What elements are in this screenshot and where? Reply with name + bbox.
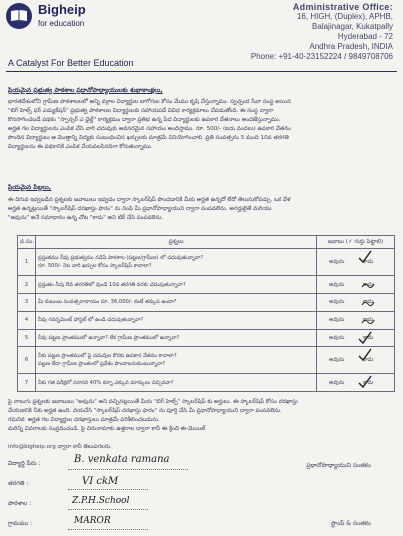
answer-yes[interactable]: అవును bbox=[329, 317, 345, 324]
answer-yes[interactable]: అవును bbox=[329, 334, 345, 341]
scribble-mark-icon bbox=[361, 300, 375, 307]
tick-mark-icon bbox=[357, 375, 372, 390]
stamp-signature-label: స్టాంప్ & సంతకం bbox=[330, 520, 371, 527]
answer-no[interactable]: కాదు bbox=[363, 357, 374, 364]
section-title: ప్రియమైన పిల్లలు, bbox=[8, 184, 52, 191]
row-number: 5 bbox=[18, 329, 36, 347]
answer-no[interactable]: కాదు bbox=[363, 334, 374, 341]
answer-cell[interactable] bbox=[317, 249, 395, 276]
student-name-label: విద్యార్థి పేరు : bbox=[8, 460, 41, 467]
eligibility-table bbox=[17, 235, 395, 392]
question-cell bbox=[36, 347, 317, 374]
tick-mark-icon bbox=[357, 348, 372, 363]
answer-cell[interactable] bbox=[317, 293, 395, 311]
answer-yes[interactable]: అవును bbox=[329, 299, 345, 306]
question-text: పట్టణ లేదా గ్రామీణ ప్రాంతంలో ప్రవేశం పొందాలనుకుంటున్నావా? bbox=[38, 361, 166, 368]
office-line: 16, HIGH, (Duplex), APHB, bbox=[296, 12, 393, 21]
student-name-line bbox=[68, 469, 188, 470]
answer-no[interactable]: కాదు bbox=[363, 379, 374, 386]
answer-no[interactable]: కాదు bbox=[363, 299, 374, 306]
table-row bbox=[18, 347, 395, 374]
book-icon bbox=[6, 3, 32, 29]
class-label: తరగతి : bbox=[8, 480, 29, 487]
question-text: మీ కుటుంబ సంవత్సరాదాయం రూ. 36,000/- కంటే తక్కువ ఉందా? bbox=[38, 299, 177, 306]
class-value[interactable]: VI ckM bbox=[82, 476, 119, 487]
paragraph-line: పొందిన విద్యార్థులు ఆ మొత్తాన్ని విద్యకు సంబంధించిన ఖర్చులకు మాత్రమే వినియోగించాలి. ప్రతి సంవత్సరం 5 మంది 10వ తరగతి bbox=[8, 135, 289, 141]
salutation: ప్రియమైన ప్రభుత్వ పాఠశాల ప్రధానోపాధ్యాయులకు శుభాకాంక్షలు, bbox=[8, 87, 163, 94]
table-row bbox=[18, 311, 395, 329]
tagline: A Catalyst For Better Education bbox=[8, 58, 134, 68]
class-line bbox=[68, 489, 148, 490]
brand-name: Bigheip bbox=[38, 2, 86, 17]
paragraph-line: పై నాలుగు ప్రశ్నలకు జవాబులు "అవును" అని వచ్చినట్లయితే మీరు "బిగ్ హెల్ప్" స్కాలర్‌షిప్ కు అర్హులు. ఈ స్కాలర్‌షిప్ కోసం దరఖాస్తు bbox=[8, 399, 298, 405]
village-value[interactable]: MAROR bbox=[74, 516, 111, 526]
village-line bbox=[68, 529, 148, 530]
scribble-mark-icon bbox=[361, 282, 375, 289]
table-row bbox=[18, 293, 395, 311]
office-line: Balajinagar, Kukatpally bbox=[312, 22, 393, 31]
paragraph-line: మరిన్ని వివరాలకు సంప్రదించండి. పై చిరునామాకు ఉత్తరాల ద్వారా కానీ ఈ క్రింది ఈ-మెయిల్ bbox=[8, 426, 206, 432]
row-number: 2 bbox=[18, 276, 36, 294]
answer-cell[interactable] bbox=[317, 311, 395, 329]
question-text: ప్రస్తుతం నీవు 8వ తరగతిలో వుండి 10వ తరగతి వరకు చదువుతున్నావా? bbox=[38, 281, 186, 288]
column-header: జవాబు (✓ గుర్తు పెట్టాలి) bbox=[317, 236, 395, 249]
paragraph-line: చేయడానికి నీకు అర్హత ఉంది. దయచేసి "స్కాలర్‌షిప్ దరఖాస్తు ఫారం" ను పూర్తి చేసి మీ ప్రధానోపాధ్యాయుని ద్వారా పంపవలెను. bbox=[8, 408, 282, 414]
answer-no[interactable]: కాదు bbox=[363, 259, 374, 266]
office-address bbox=[251, 2, 393, 62]
paragraph-line: గమనిక: అర్హత గల విద్యార్థుల దరఖాస్తులు మాత్రమే పరిశీలించబడును. bbox=[8, 417, 160, 423]
scribble-mark-icon bbox=[361, 318, 375, 325]
table-row bbox=[18, 329, 395, 347]
question-cell bbox=[36, 374, 317, 392]
paragraph-line: విద్యార్థులను ఈ పథకానికి ఎంపిక చేయవలసినదిగా కోరుతున్నాము. bbox=[8, 144, 153, 150]
answer-yes[interactable]: అవును bbox=[329, 281, 345, 288]
question-cell bbox=[36, 249, 317, 276]
answer-yes[interactable]: అవును bbox=[329, 259, 345, 266]
table-row bbox=[18, 249, 395, 276]
principal-signature-label: ప్రధానోపాధ్యాయుని సంతకం bbox=[306, 462, 371, 469]
question-cell bbox=[36, 329, 317, 347]
row-number: 1 bbox=[18, 249, 36, 276]
student-name-value[interactable]: B. venkata ramana bbox=[74, 454, 170, 465]
paragraph-line: "బిగ్ హెల్ప్ ఫర్ ఎడ్యుకేషన్" ప్రభుత్వ పాఠశాలల విద్యార్థులకు సహాయపడే వివిధ కార్యక్రమాలు చేపడుతోంది. ఈ సంస్థ ద్వారా bbox=[8, 108, 274, 114]
paragraph-line: కొనసాగించబడే పథకం "స్పాన్సర్ ఎ ఛైల్డ్" కార్యక్రమం ద్వారా ప్రతిభ ఉన్న పేద విద్యార్థులకు ఉపకార వేతనాలు అందజేస్తున్నాము. bbox=[8, 117, 281, 123]
answer-cell[interactable] bbox=[317, 329, 395, 347]
contact-email[interactable]: info@bigheip.org ద్వారా కానీ తెలుపగలరు. bbox=[8, 444, 112, 450]
question-text: నీకు పట్టణ ప్రాంతములో పై చదువుల కొరకు ఉపకార వేతనం కావాలా? bbox=[38, 353, 177, 360]
office-line: Andhra Pradesh, INDIA bbox=[309, 42, 393, 51]
question-text: ప్రస్తుతము నీవు ప్రభుత్వము నడిపే పాఠశాల (పట్టణ/గ్రామీణ) లో చదువుతున్నావా? bbox=[38, 255, 204, 262]
row-number: 3 bbox=[18, 293, 36, 311]
answer-no[interactable]: కాదు bbox=[363, 281, 374, 288]
header-divider bbox=[6, 71, 397, 72]
paragraph-line: భారతదేశంలోని గ్రామీణ పాఠశాలలలో అన్ని వర్గాల విద్యార్థుల బాగోగుల కోసం మేము కృషి చేస్తున్నాము. స్వచ్ఛంద సేవా సంస్థ అయిన bbox=[8, 99, 291, 105]
row-number: 4 bbox=[18, 311, 36, 329]
table-header-row bbox=[18, 236, 395, 249]
answer-yes[interactable]: అవును bbox=[329, 379, 345, 386]
answer-cell[interactable] bbox=[317, 276, 395, 294]
answer-cell[interactable] bbox=[317, 374, 395, 392]
brand-subtitle: for education bbox=[38, 19, 85, 28]
tick-mark-icon bbox=[357, 331, 372, 346]
village-label: గ్రామము : bbox=[8, 520, 33, 527]
column-header: వ.సం. bbox=[18, 236, 36, 249]
office-phone: Phone: +91-40-23152224 / 9849708706 bbox=[250, 52, 393, 61]
answer-no[interactable]: కాదు bbox=[363, 317, 374, 324]
question-text: నీకు గత పరీక్షలో సరాసరి 40% కన్నా ఎక్కువ మార్కులు వచ్చినవా? bbox=[38, 379, 174, 386]
tick-mark-icon bbox=[357, 250, 372, 265]
row-number: 7 bbox=[18, 374, 36, 392]
table-row bbox=[18, 374, 395, 392]
office-title: Administrative Office: bbox=[292, 2, 393, 12]
question-cell bbox=[36, 276, 317, 294]
school-label: పాఠశాల : bbox=[8, 500, 32, 507]
answer-cell[interactable] bbox=[317, 347, 395, 374]
question-text: నీవు పట్టణ ప్రాంతములో ఉన్నావా? లేక గ్రామీణ ప్రాంతములో ఉన్నావా? bbox=[38, 334, 180, 341]
paragraph-line: అర్హత గల విద్యార్థులను ఎంపిక చేసి వారి చదువుకు అవసరమైన సహాయం అందిస్తాము. రూ. 500/- (ఐదు వందలు) ఉపకార వేతనం bbox=[8, 126, 291, 132]
office-line: Hyderabad - 72 bbox=[337, 32, 393, 41]
answer-yes[interactable]: అవును bbox=[329, 357, 345, 364]
paragraph-line: అర్హత ఉన్నట్లయితే "స్కాలర్‌షిప్ దరఖాస్తు ఫారం" ను నింపి మీ ప్రధానోపాధ్యాయుని ద్వారా పంపవలెను. అనర్హులైతే మరియు bbox=[8, 206, 272, 212]
question-cell bbox=[36, 293, 317, 311]
question-cell bbox=[36, 311, 317, 329]
school-line bbox=[68, 509, 148, 510]
paragraph-line: "అవును" అనే సమాధానం ఉన్న చోట "కాదు" అని టిక్ చేసి పంపవలెను. bbox=[8, 215, 164, 221]
column-header: ప్రశ్నలు bbox=[36, 236, 317, 249]
row-number: 6 bbox=[18, 347, 36, 374]
table-row bbox=[18, 276, 395, 294]
question-text: నీవు గవర్నమెంట్ హాస్టల్ లో ఉండి చదువుతున్నావా? bbox=[38, 317, 144, 324]
paragraph-line: ఈ దిగువ ఇవ్వబడిన ప్రశ్నలకు జవాబులు ఇవ్వడం ద్వారా స్కాలర్‌షిప్ పొందడానికి మీకు అర్హత ఉన్నదో లేదో తెలుసుకోవచ్చు. ఒక వేళ bbox=[8, 197, 291, 203]
question-text: రూ. 500/- నెల వారి ఖర్చుల కోసం స్కాలర్‌షిప్ కావాలా? bbox=[38, 263, 152, 270]
school-value[interactable]: Z.P.H.School bbox=[72, 496, 130, 506]
